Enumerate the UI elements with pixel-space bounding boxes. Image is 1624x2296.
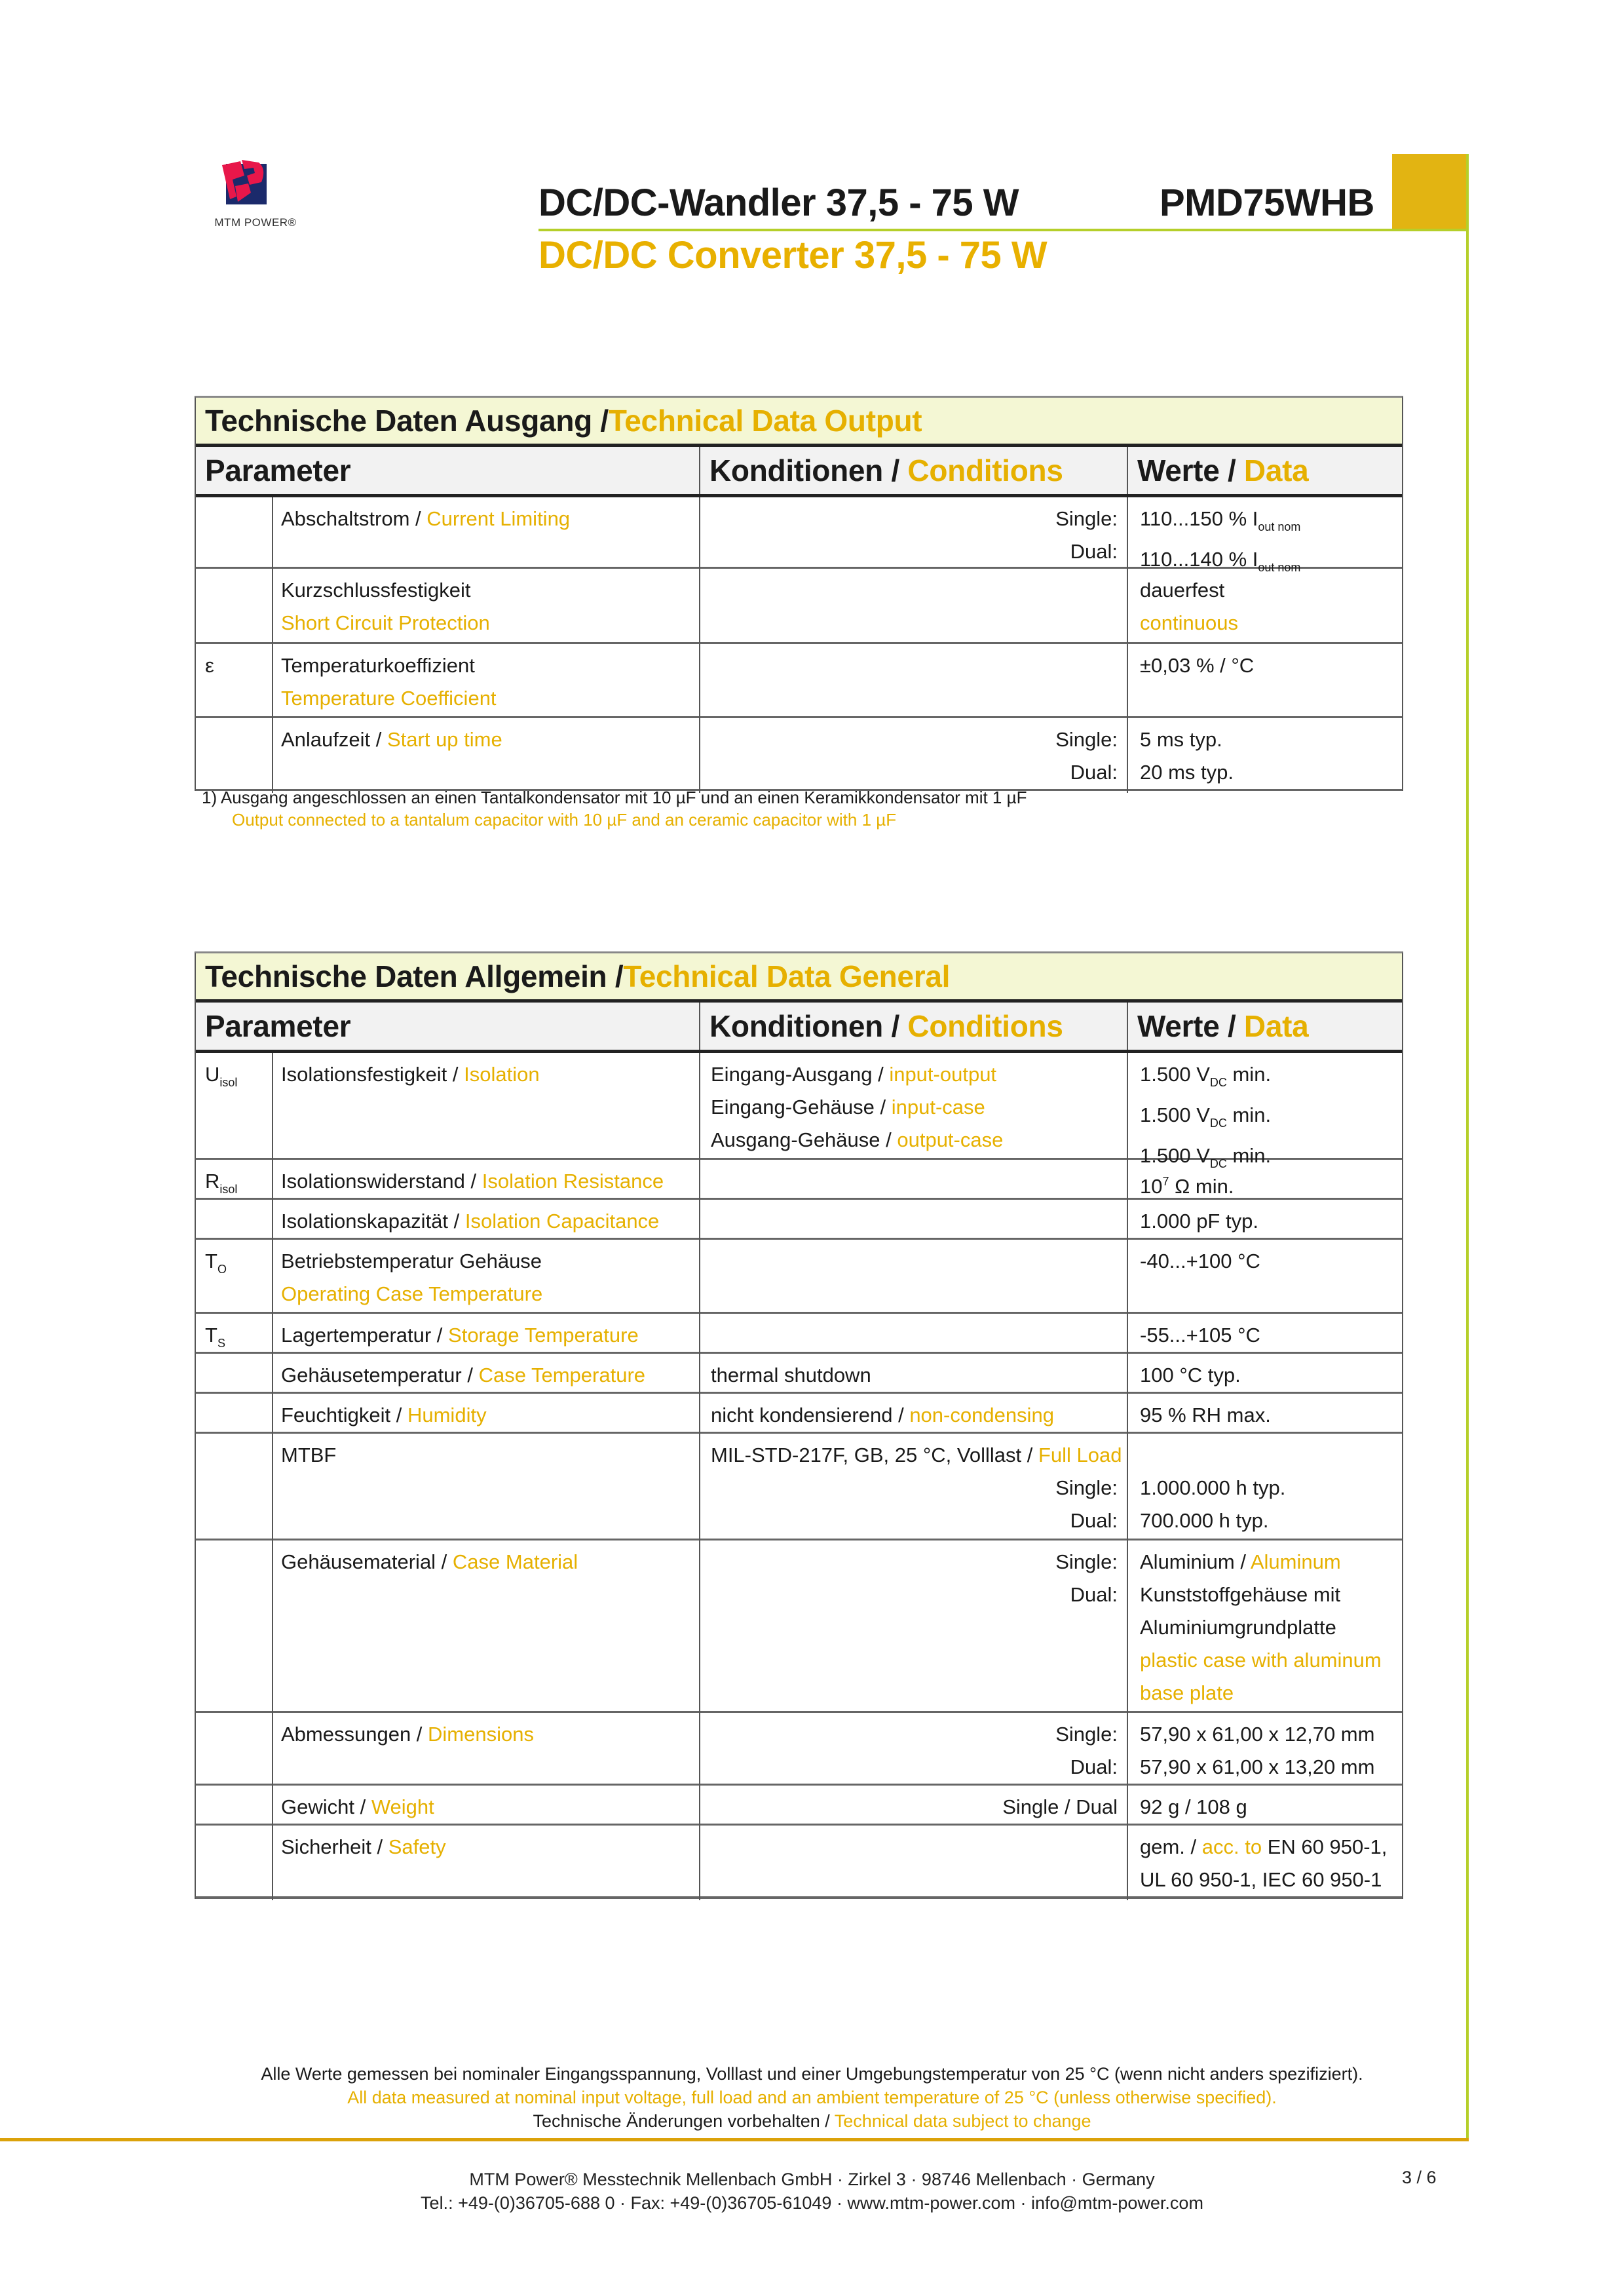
conditions-cell: Single: Dual: <box>700 497 1128 588</box>
value-cell: ±0,03 % / °C <box>1140 654 1255 677</box>
table-row-case-temperature <box>196 1354 1402 1394</box>
note-english: All data measured at nominal input voltage, full load and an ambient temperature of 25 °C (unless otherwise specified). <box>347 2088 1277 2107</box>
table-row-isolation-resistance <box>196 1160 1402 1200</box>
table-row-temperature-coefficient <box>196 644 1402 718</box>
change-notice: Technische Änderungen vorbehalten / Technical data subject to change <box>533 2111 1091 2131</box>
symbol-cell: $R_{isol}$ <box>196 1160 273 1210</box>
table-row-safety <box>196 1826 1402 1899</box>
parameter-cell: Kurzschlussfestigkeit Short Circuit Protection <box>273 569 700 643</box>
mtm-logo-icon <box>218 156 271 208</box>
conditions-cell: Single: Dual: <box>700 1713 1128 1788</box>
table-row-isolation <box>196 1053 1402 1170</box>
footnote-german: 1) Ausgang angeschlossen an einen Tantalkondensator mit 10 µF und an einen Keramikkondensator mit 1 µF <box>202 788 1027 807</box>
column-header-data: Werte / Data <box>1137 453 1309 488</box>
table-header-row <box>196 1003 1402 1053</box>
parameter-cell: Betriebstemperatur Gehäuse Operating Case Temperature <box>273 1240 700 1314</box>
parameter-cell: Abschaltstrom / Current Limiting <box>273 497 700 588</box>
symbol-cell <box>196 1713 273 1788</box>
conditions-cell: Single / Dual <box>700 1786 1128 1827</box>
page-title-german: DC/DC-Wandler 37,5 - 75 W <box>538 182 1019 224</box>
footer-divider-line <box>0 2138 1469 2141</box>
conditions-cell: MIL-STD-217F, GB, 25 °C, Volllast / Full Load Single: Dual: <box>700 1434 1128 1541</box>
symbol-cell <box>196 1200 273 1242</box>
value-cell: 95 % RH max. <box>1140 1404 1271 1426</box>
parameter-cell: Temperaturkoeffizient Temperature Coefficient <box>273 644 700 719</box>
contact-line: Tel.: +49-(0)36705-688 0 · Fax: +49-(0)36705-61049 · www.mtm-power.com · info@mtm-power.com <box>421 2193 1203 2213</box>
parameter-cell: Anlaufzeit / Start up time <box>273 718 700 793</box>
column-header-conditions: Konditionen / Conditions <box>700 447 1128 494</box>
table-row-startup-time <box>196 718 1402 791</box>
value-cell: 1.000.000 h typ. 700.000 h typ. <box>1140 1476 1286 1532</box>
header-divider-line <box>538 229 1469 231</box>
symbol-cell <box>196 569 273 643</box>
parameter-cell: Isolationsfestigkeit / Isolation <box>273 1053 700 1184</box>
conditions-cell <box>700 1240 1128 1314</box>
symbol-cell <box>196 1786 273 1827</box>
logo-wordmark: MTM POWER® <box>214 216 297 229</box>
conditions-cell: thermal shutdown <box>700 1354 1128 1396</box>
parameter-cell: Abmessungen / Dimensions <box>273 1713 700 1788</box>
column-header-parameter: Parameter <box>196 447 700 494</box>
symbol-cell: $T_O$ <box>196 1240 273 1314</box>
table-row-storage-temperature <box>196 1314 1402 1354</box>
value-cell: -40...+100 °C <box>1140 1250 1260 1272</box>
conditions-cell: Eingang-Ausgang / input-output Eingang-Gehäuse / input-case Ausgang-Gehäuse / output-case <box>700 1053 1128 1184</box>
table-technical-data-output <box>195 396 1403 791</box>
parameter-cell: Lagertemperatur / Storage Temperature <box>273 1314 700 1364</box>
parameter-cell: MTBF <box>273 1434 700 1541</box>
conditions-cell: Single: Dual: <box>700 718 1128 793</box>
table-title-german: Technische Daten Ausgang / <box>205 404 609 438</box>
page-title-english: DC/DC Converter 37,5 - 75 W <box>538 234 1048 277</box>
table-row-weight <box>196 1786 1402 1826</box>
table-row-dimensions <box>196 1713 1402 1786</box>
parameter-cell: Isolationswiderstand / Isolation Resistance <box>273 1160 700 1210</box>
parameter-cell: Sicherheit / Safety <box>273 1826 700 1900</box>
value-cell: 1.000 pF typ. <box>1140 1210 1258 1233</box>
symbol-cell <box>196 1434 273 1541</box>
conditions-cell <box>700 644 1128 719</box>
note-german: Alle Werte gemessen bei nominaler Eingangsspannung, Volllast und einer Umgebungstemperatur von 25 °C (wenn nicht anders spezifiziert). <box>261 2064 1363 2084</box>
right-margin-line <box>1466 154 1469 2141</box>
parameter-cell: Gehäusetemperatur / Case Temperature <box>273 1354 700 1396</box>
conditions-cell: Single: Dual: <box>700 1540 1128 1713</box>
conditions-cell: nicht kondensierend / non-condensing <box>700 1394 1128 1436</box>
table-row-isolation-capacitance <box>196 1200 1402 1240</box>
company-line: MTM Power® Messtechnik Mellenbach GmbH · Zirkel 3 · 98746 Mellenbach · Germany <box>469 2170 1155 2189</box>
value-cell: dauerfest continuous <box>1140 579 1238 634</box>
table-header-row <box>196 447 1402 497</box>
value-cell: 1.500 $V_{DC}$ min. 1.500 $V_{DC}$ min. 1.500 $V_{DC}$ min. <box>1140 1063 1272 1170</box>
value-cell: 57,90 x 61,00 x 12,70 mm 57,90 x 61,00 x 13,20 mm <box>1140 1723 1375 1778</box>
value-cell: gem. / acc. to EN 60 950-1, UL 60 950-1, IEC 60 950-1 <box>1140 1835 1388 1891</box>
company-address <box>0 2168 1624 2215</box>
footnote-english: Output connected to a tantalum capacitor with 10 µF and an ceramic capacitor with 1 µF <box>232 810 897 830</box>
value-cell: 5 ms typ. 20 ms typ. <box>1140 728 1234 784</box>
value-cell: 110...150 % $I_{out nom}$ 110...140 % $I_{out nom}$ <box>1140 507 1301 574</box>
footnote <box>202 786 1027 831</box>
symbol-cell: $T_S$ <box>196 1314 273 1364</box>
table-row-case-material <box>196 1540 1402 1713</box>
table-title <box>196 398 1402 447</box>
table-title-english: Technical Data Output <box>608 404 922 438</box>
table-technical-data-general <box>195 951 1403 1899</box>
parameter-cell: Isolationskapazität / Isolation Capacitance <box>273 1200 700 1242</box>
symbol-cell: $U_{isol}$ <box>196 1053 273 1184</box>
column-header-data: Werte / Data <box>1137 1009 1309 1043</box>
page-number: 3 / 6 <box>1402 2168 1437 2187</box>
value-cell: $10^7$ Ω min. <box>1140 1175 1234 1198</box>
table-title-english: Technical Data General <box>623 959 951 993</box>
value-cell: 100 °C typ. <box>1140 1364 1241 1387</box>
symbol-cell: ε <box>196 644 273 719</box>
conditions-cell <box>700 1200 1128 1242</box>
symbol-cell <box>196 1394 273 1436</box>
measurement-notes <box>0 2062 1624 2133</box>
symbol-cell <box>196 1826 273 1900</box>
value-cell: 92 g / 108 g <box>1140 1795 1247 1818</box>
table-row-short-circuit <box>196 569 1402 644</box>
conditions-cell <box>700 569 1128 643</box>
parameter-cell: Feuchtigkeit / Humidity <box>273 1394 700 1436</box>
value-cell: -55...+105 °C <box>1140 1324 1260 1347</box>
table-row-current-limiting <box>196 497 1402 574</box>
symbol-cell <box>196 718 273 793</box>
conditions-cell <box>700 1826 1128 1900</box>
table-row-humidity <box>196 1394 1402 1434</box>
table-row-operating-temperature <box>196 1240 1402 1314</box>
column-header-parameter: Parameter <box>196 1003 700 1050</box>
model-number: PMD75WHB <box>1160 182 1374 224</box>
symbol-cell <box>196 1354 273 1396</box>
accent-gold-tab <box>1392 154 1467 231</box>
parameter-cell: Gehäusematerial / Case Material <box>273 1540 700 1713</box>
table-title <box>196 953 1402 1003</box>
column-header-conditions: Konditionen / Conditions <box>700 1003 1128 1050</box>
parameter-cell: Gewicht / Weight <box>273 1786 700 1827</box>
table-row-mtbf <box>196 1434 1402 1540</box>
symbol-cell <box>196 1540 273 1713</box>
table-title-german: Technische Daten Allgemein / <box>205 959 624 993</box>
company-logo <box>218 156 271 208</box>
value-cell: Aluminium / Aluminum Kunststoffgehäuse mit Aluminiumgrundplatte plastic case with aluminum base plate <box>1140 1550 1382 1704</box>
